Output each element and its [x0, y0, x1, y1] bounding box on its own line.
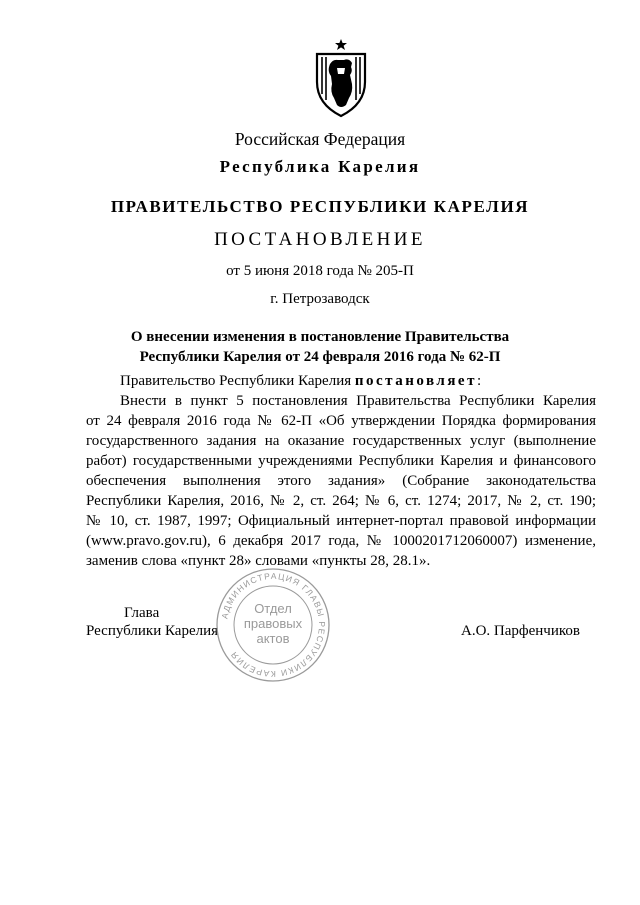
document-body [86, 371, 596, 571]
paragraph-line: государственного задания на оказание государственных услуг (выполнение [86, 433, 596, 449]
signature-title-line: Глава [124, 605, 160, 621]
stamp-ring-text: АДМИНИСТРАЦИЯ ГЛАВЫ РЕСПУБЛИКИ КАРЕЛИЯ [219, 570, 328, 680]
heading-line: Республики Карелия от 24 февраля 2016 года № 62-П [139, 349, 501, 365]
signature-title-line: Республики Карелия [86, 623, 219, 639]
star-icon [335, 39, 347, 50]
city-name: г. Петрозаводск [270, 291, 370, 307]
preamble-keyword: постановляет [354, 373, 477, 389]
stamp-center-line: Отдел [254, 601, 292, 616]
preamble-text: Правительство Республики Карелия [120, 373, 355, 389]
preamble [86, 371, 596, 391]
decree-paragraph [86, 391, 596, 571]
paragraph-line: заменив слова «пункт 28» словами «пункты 28, 28.1». [86, 553, 431, 569]
signer-name: А.О. Парфенчиков [461, 623, 580, 639]
paragraph-line: № 10, ст. 1987, 1997; Официальный интернет-портал правовой информации [86, 513, 596, 529]
preamble-end: : [476, 373, 482, 389]
country-name: Российская Федерация [234, 129, 406, 149]
stamp-center-line: актов [256, 631, 290, 646]
government-title: ПРАВИТЕЛЬСТВО РЕСПУБЛИКИ КАРЕЛИЯ [110, 197, 530, 216]
coat-of-arms-emblem [311, 38, 371, 118]
paragraph-line: (www.pravo.gov.ru), 6 декабря 2017 года, № 1000201712060007) изменение, [86, 533, 596, 549]
stamp-center-line: правовых [243, 616, 303, 631]
paragraph-line: Внести в пункт 5 постановления Правительства Республики Карелия [120, 393, 596, 409]
paragraph-line: Республики Карелия, 2016, № 2, ст. 264; № 6, ст. 1274; 2017, № 2, ст. 190; [86, 493, 596, 509]
paragraph-line: работ) государственными учреждениями Республики Карелия и финансового [86, 453, 596, 469]
document-type: ПОСТАНОВЛЕНИЕ [214, 229, 426, 250]
paragraph-line: от 24 февраля 2016 года № 62-П «Об утверждении Порядка формирования [86, 413, 596, 429]
paragraph-line: обеспечения выполнения этого задания» (Собрание законодательства [86, 473, 596, 489]
document-heading [0, 327, 640, 367]
republic-name: Республика Карелия [219, 157, 421, 176]
official-stamp [214, 566, 332, 684]
heading-line: О внесении изменения в постановление Правительства [130, 329, 510, 345]
document-date: от 5 июня 2018 года № 205-П [226, 263, 414, 279]
